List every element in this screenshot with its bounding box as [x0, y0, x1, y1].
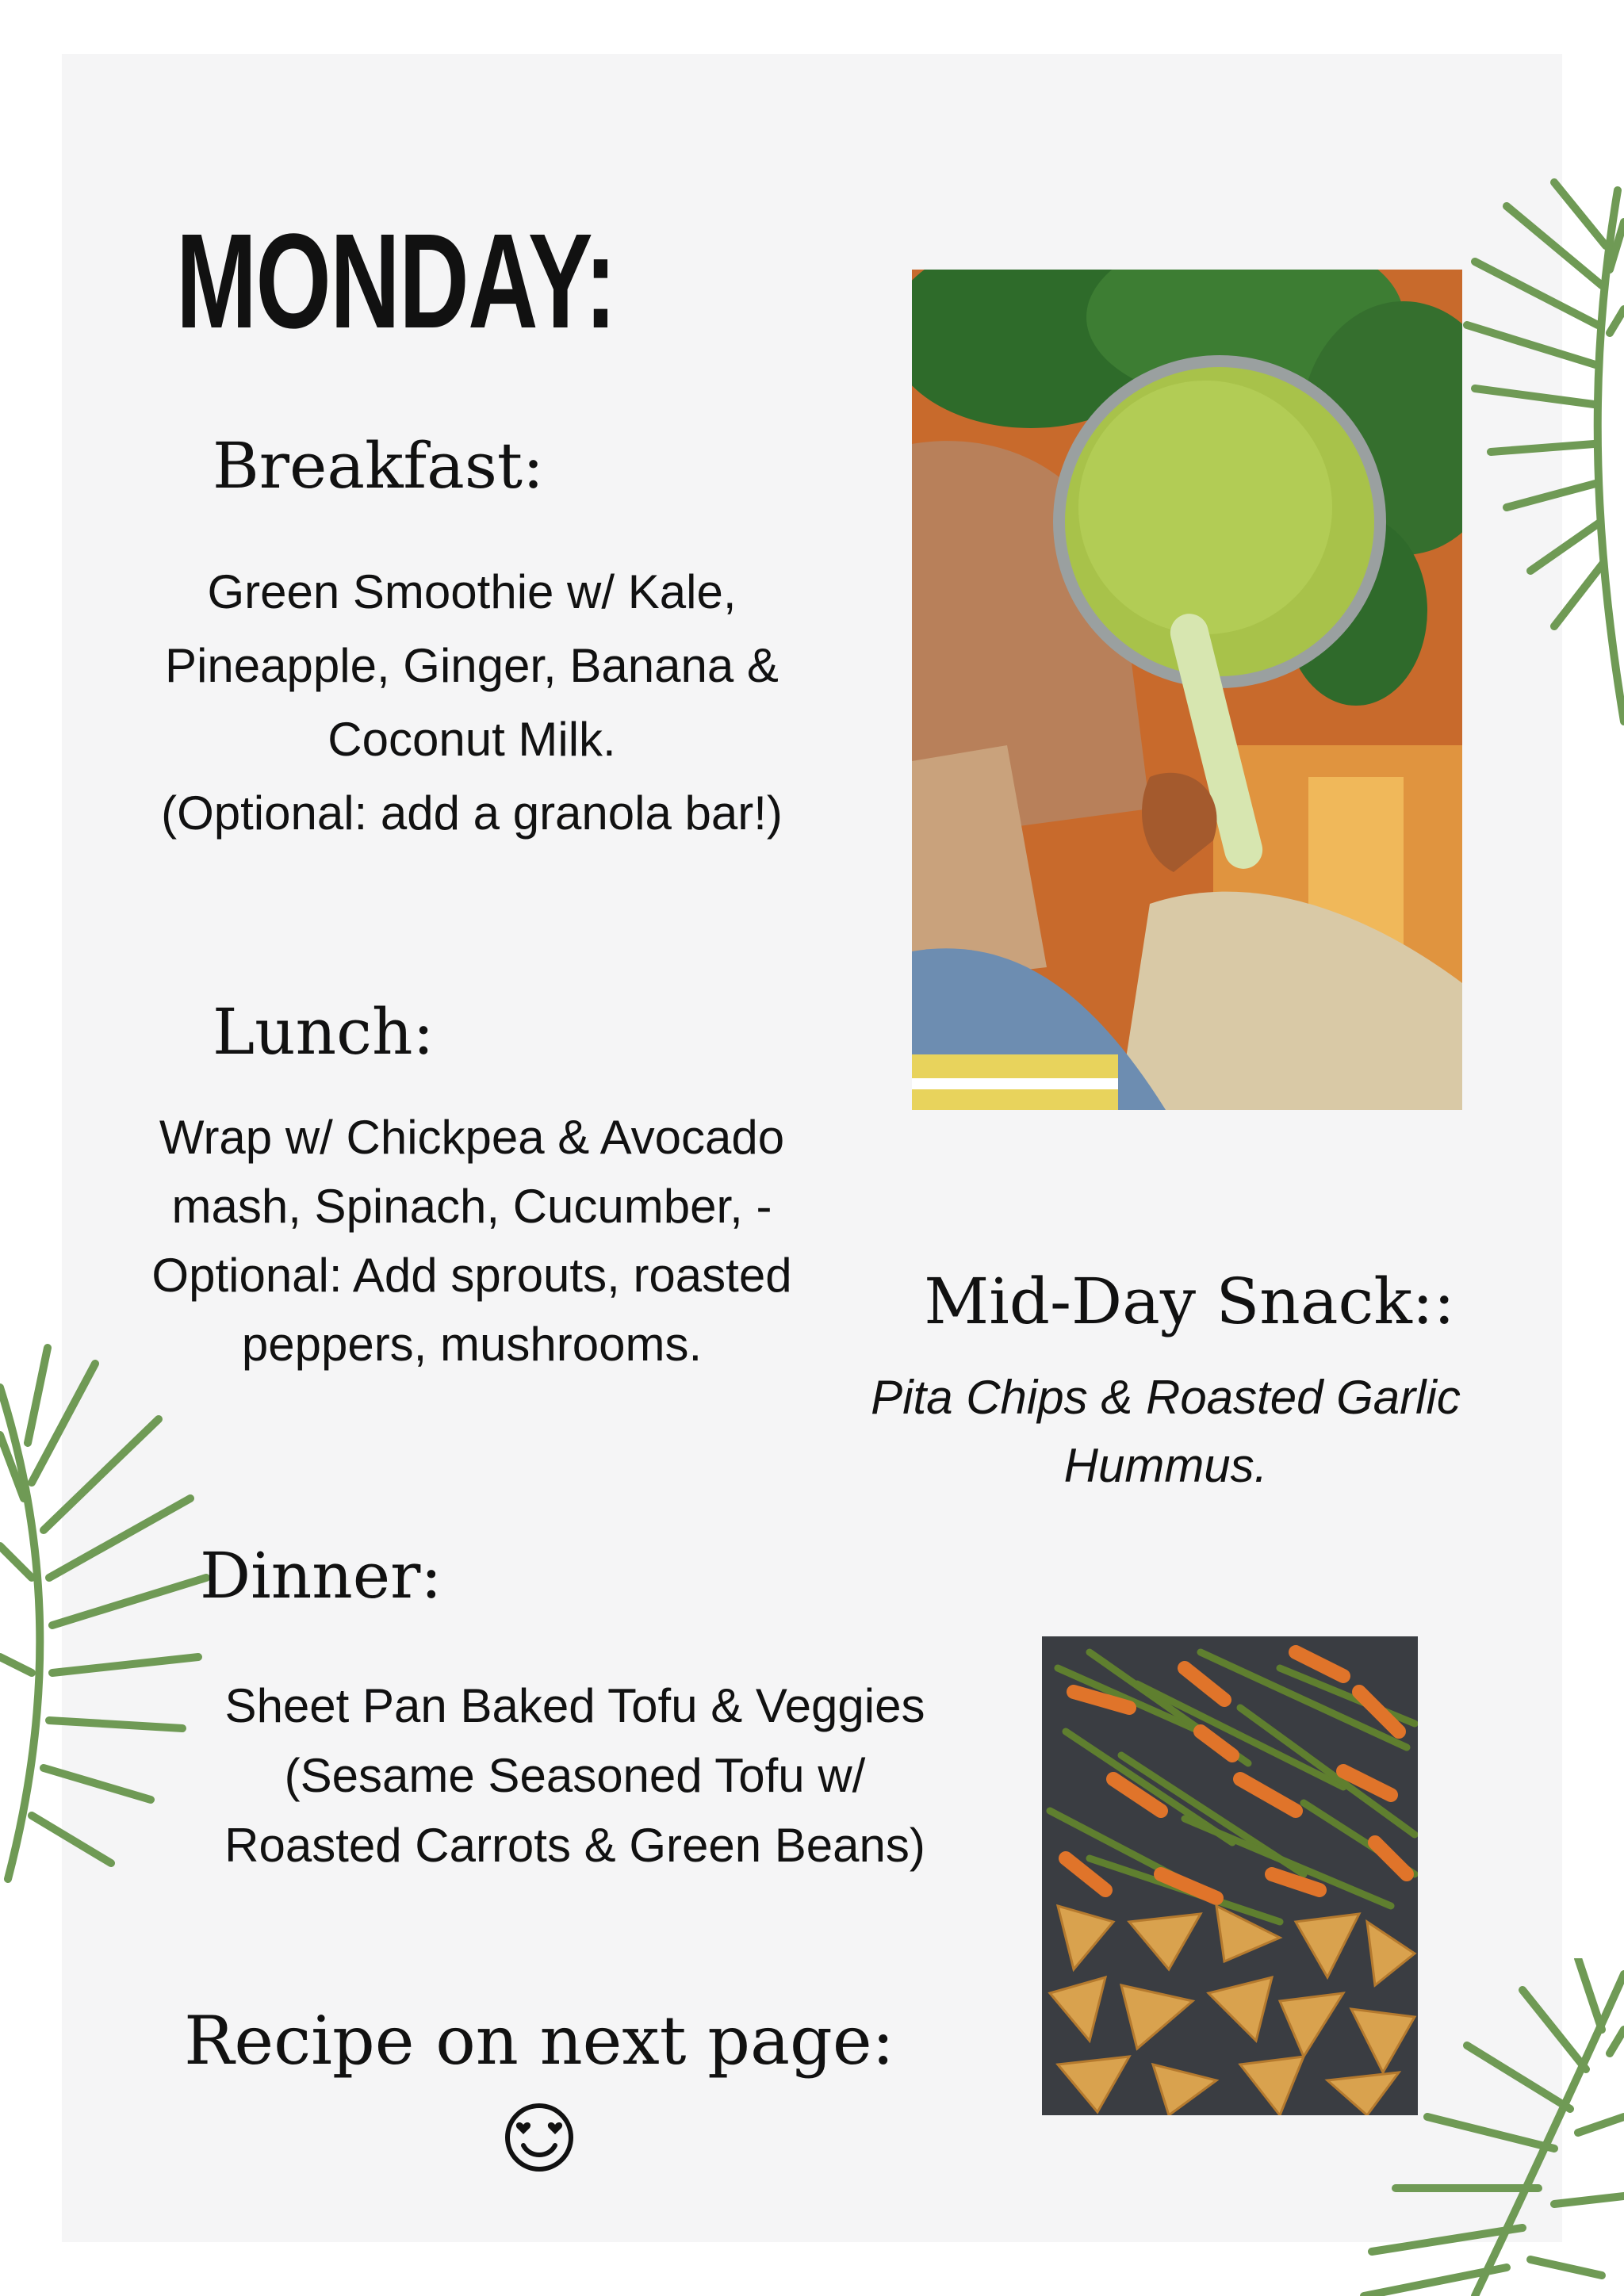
dinner-line: Roasted Carrots & Green Beans)	[224, 1819, 925, 1872]
snack-description	[825, 1364, 1507, 1500]
recipe-next-page-note: Recipe on next page:	[184, 2002, 894, 2080]
breakfast-line: Pineapple, Ginger, Banana &	[165, 639, 779, 692]
snack-line: Hummus.	[1063, 1439, 1268, 1492]
lunch-description	[119, 1103, 825, 1379]
lunch-line: peppers, mushrooms.	[241, 1318, 703, 1371]
breakfast-line: Green Smoothie w/ Kale,	[207, 565, 737, 618]
snack-line: Pita Chips & Roasted Garlic	[871, 1371, 1461, 1424]
lunch-line: Wrap w/ Chickpea & Avocado	[159, 1111, 785, 1164]
day-title: MONDAY:	[176, 206, 616, 357]
breakfast-heading: Breakfast:	[213, 429, 545, 503]
breakfast-line: (Optional: add a granola bar!)	[161, 786, 783, 840]
lunch-line: mash, Spinach, Cucumber, -	[171, 1180, 772, 1233]
green-smoothie-photo	[912, 270, 1462, 1110]
breakfast-description	[95, 555, 848, 850]
sheet-pan-tofu-photo	[1042, 1636, 1418, 2115]
dinner-heading: Dinner:	[200, 1539, 442, 1613]
dinner-line: (Sesame Seasoned Tofu w/	[284, 1749, 866, 1802]
dinner-line: Sheet Pan Baked Tofu & Veggies	[224, 1679, 925, 1732]
lunch-line: Optional: Add sprouts, roasted	[151, 1249, 792, 1302]
palm-leaf-icon	[1459, 174, 1624, 729]
breakfast-line: Coconut Milk.	[327, 713, 616, 766]
heart-eyes-smiley-icon	[500, 2098, 579, 2177]
dinner-description	[182, 1671, 967, 1881]
snack-heading: Mid-Day Snack::	[924, 1265, 1455, 1338]
lunch-heading: Lunch:	[213, 995, 435, 1069]
